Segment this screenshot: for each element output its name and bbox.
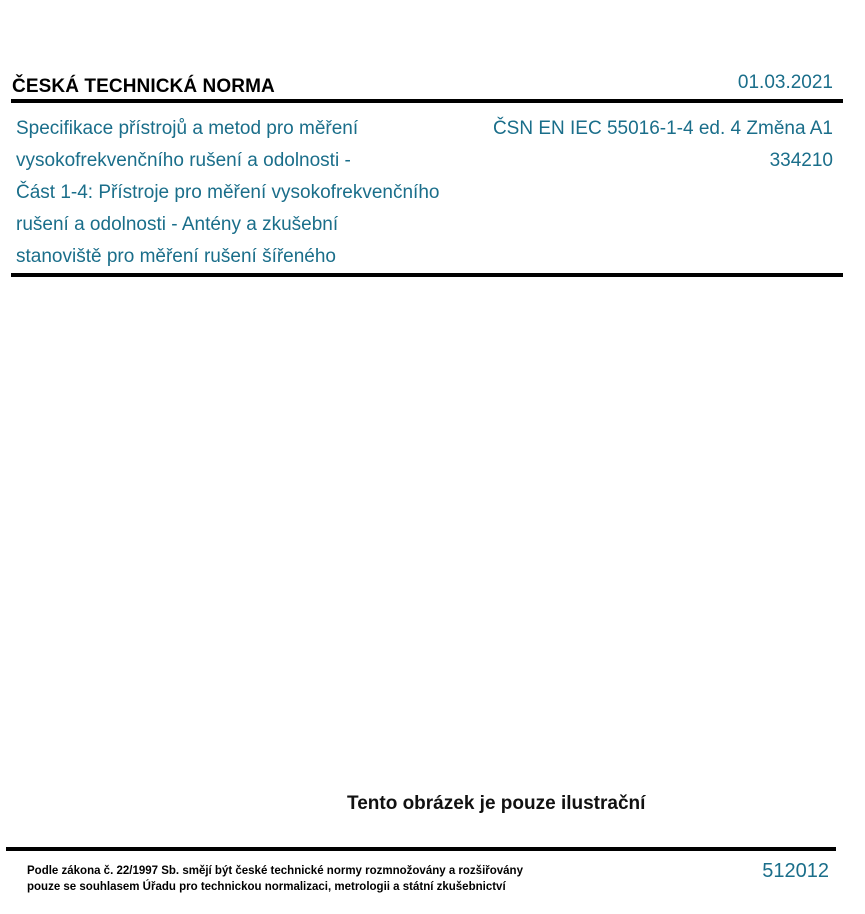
document-type-heading: ČESKÁ TECHNICKÁ NORMA <box>12 76 275 97</box>
footer-divider <box>6 847 836 851</box>
classification-number: 334210 <box>769 150 833 171</box>
header-divider <box>11 99 843 103</box>
standard-title-line: vysokofrekvenčního rušení a odolnosti - <box>16 150 351 171</box>
standard-identification <box>433 113 833 177</box>
standard-title-line: Specifikace přístrojů a metod pro měření <box>16 118 359 139</box>
legal-notice-line: pouze se souhlasem Úřadu pro technickou normalizaci, metrologii a státní zkušebnictví <box>27 881 506 893</box>
title-divider <box>11 273 843 277</box>
standard-title-line: Část 1-4: Přístroje pro měření vysokofrekvenčního <box>16 182 440 203</box>
standard-designation: ČSN EN IEC 55016-1-4 ed. 4 Změna A1 <box>492 118 833 139</box>
legal-notice-line: Podle zákona č. 22/1997 Sb. smějí být české technické normy rozmnožovány a rozšiřovány <box>27 865 523 877</box>
publication-date: 01.03.2021 <box>737 72 833 93</box>
standard-title-line: stanoviště pro měření rušení šířeného <box>16 246 337 267</box>
catalog-code: 512012 <box>762 860 829 882</box>
standard-title-line: rušení a odolnosti - Antény a zkušební <box>16 214 339 235</box>
illustrative-note: Tento obrázek je pouze ilustrační <box>347 793 646 814</box>
legal-notice <box>27 863 627 895</box>
